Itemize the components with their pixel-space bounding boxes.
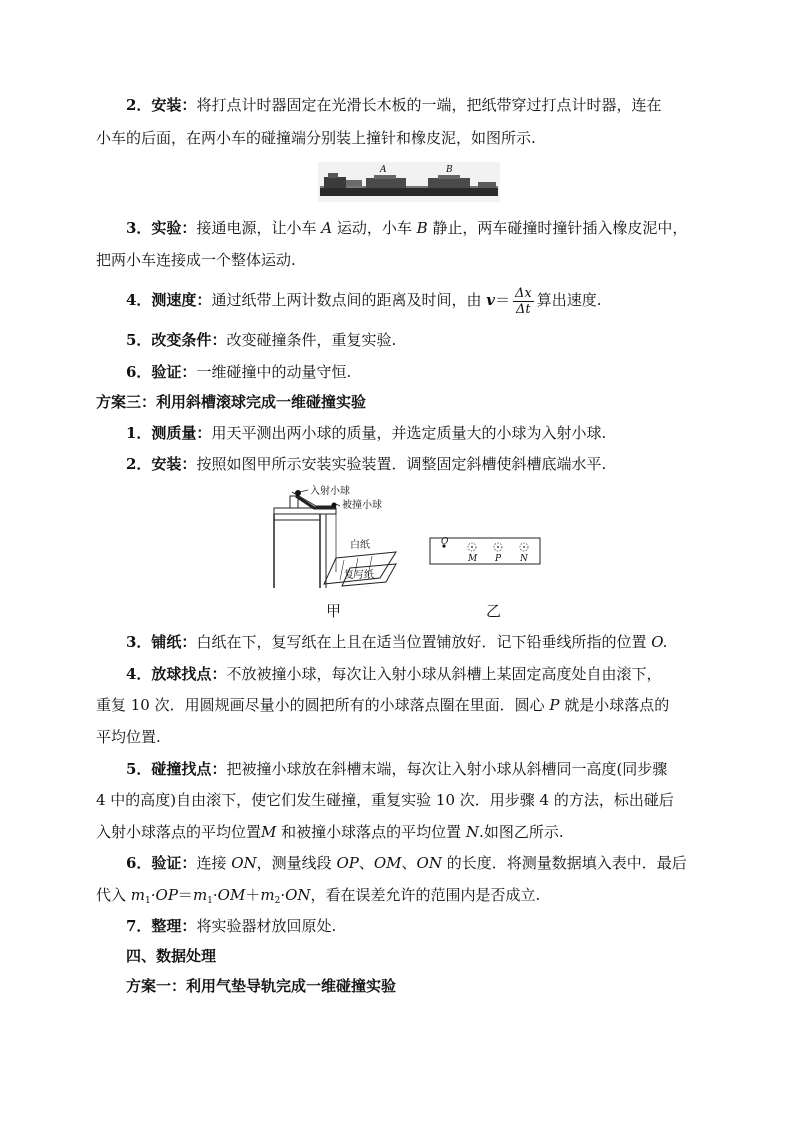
paragraph-install-line2: 小车的后面，在两小车的碰撞端分别装上撞针和橡皮泥，如图所示. [96,129,536,147]
point-p-label: P [495,554,502,564]
step-verify-line2: 代入 $m_1\cdot OP=m_1\cdot OM+m_2\cdot ON$，看在误差允许的范围内是否成立. [96,886,541,906]
step-install: 2．安装：按照如图甲所示安装实验装置．调整固定斜槽使斜槽底端水平. [126,455,607,473]
velocity-fraction: $\frac{\Delta x}{\Delta t}$ [514,285,532,317]
step-tidy: 7．整理：将实验器材放回原处. [126,917,337,935]
figure-caption-yi: 乙 [486,602,502,620]
section-data-processing: 四、数据处理 [126,947,217,965]
figure-caption-jia: 甲 [326,602,342,620]
step-find-point-line3: 平均位置. [96,728,161,746]
step-verify-line1: 6．验证：连接 ON，测量线段 OP、OM、ON 的长度．将测量数据填入表中．最后 [126,854,687,872]
cart-b-label: B [446,165,453,175]
paragraph-experiment-line2: 把两小车连接成一个整体运动. [96,251,296,269]
point-o-label: O [441,537,449,547]
step-collision-line3: 入射小球落点的平均位置M 和被撞小球落点的平均位置 N.如图乙所示. [96,823,564,841]
cart-track-photo [318,162,500,202]
cart-a-label: A [380,165,387,175]
step-find-point-line1: 4．放球找点：不放被撞小球，每次让入射小球从斜槽上某固定高度处自由滚下， [126,665,662,683]
step-collision-line2: 4 中的高度)自由滚下，使它们发生碰撞，重复实验 10 次．用步骤 4 的方法，标出碰后 [96,791,674,809]
apparatus-diagram [270,484,550,594]
point-n-label: N [520,554,528,564]
step-collision-line1: 5．碰撞找点：把被撞小球放在斜槽末端，每次让入射小球从斜槽同一高度(同步骤 [126,760,668,778]
white-paper-label: 白纸 [350,540,370,551]
scheme-three-title: 方案三：利用斜槽滚球完成一维碰撞实验 [96,393,367,411]
paragraph-change-condition: 5．改变条件：改变碰撞条件，重复实验. [126,331,397,349]
paragraph-install-line1: 2．安装：将打点计时器固定在光滑长木板的一端，把纸带穿过打点计时器，连在 [126,96,662,114]
cart-track-figure [318,162,500,202]
step-measure-mass: 1．测质量：用天平测出两小球的质量，并选定质量大的小球为入射小球. [126,424,607,442]
step-lay-paper: 3．铺纸：白纸在下，复写纸在上且在适当位置铺放好．记下铅垂线所指的位置 O. [126,633,668,651]
paragraph-experiment-line1: 3．实验：接通电源，让小车 A 运动，小车 B 静止，两车碰撞时撞针插入橡皮泥中， [126,219,688,237]
scheme-one-title: 方案一：利用气垫导轨完成一维碰撞实验 [126,977,397,995]
paragraph-verify: 6．验证：一维碰撞中的动量守恒. [126,363,352,381]
point-m-label: M [468,554,478,564]
target-ball-label: 被撞小球 [342,500,382,511]
carbon-paper-label: 复写纸 [344,570,374,581]
paragraph-velocity: 4．测速度：通过纸带上两计数点间的距离及时间，由 v＝ $\frac{\Delta x}{\Delta t}$ 算出速度. [126,285,602,317]
incline-apparatus-figure [270,484,550,594]
step-find-point-line2: 重复 10 次．用圆规画尽量小的圆把所有的小球落点圈在里面．圆心 P 就是小球落点的 [96,696,670,714]
incident-ball-label: 入射小球 [310,486,350,497]
